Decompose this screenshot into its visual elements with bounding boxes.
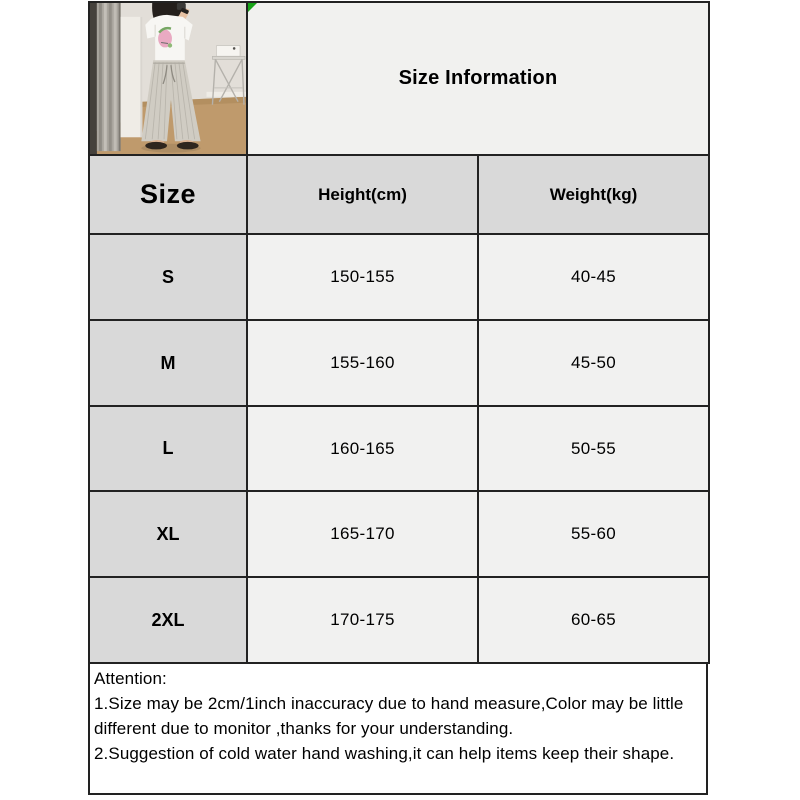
weight-value: 45-50 [478,320,709,406]
mirror [90,3,121,154]
height-value: 150-155 [247,234,478,320]
green-corner-marker [248,3,257,12]
size-label: L [89,406,247,491]
size-label: M [89,320,247,406]
height-value: 160-165 [247,406,478,491]
table-row-m [89,320,709,406]
size-table [88,1,710,664]
col-header-weight: Weight(kg) [478,155,709,234]
size-information-header [247,2,709,155]
product-photo [90,3,246,154]
door-panel [121,17,143,137]
attention-heading: Attention: [94,669,167,688]
top-row [89,2,709,155]
weight-value: 55-60 [478,491,709,577]
height-value: 170-175 [247,577,478,663]
size-label: S [89,234,247,320]
col-header-size: Size [89,155,247,234]
table-row-l [89,406,709,491]
table-row-s [89,234,709,320]
weight-value: 50-55 [478,406,709,491]
height-value: 165-170 [247,491,478,577]
col-header-height: Height(cm) [247,155,478,234]
size-label: 2XL [89,577,247,663]
column-header-row [89,155,709,234]
attention-line: 1.Size may be 2cm/1inch inaccuracy due to hand measure,Color may be little [94,694,684,713]
table-row-2xl [89,577,709,663]
weight-value: 60-65 [478,577,709,663]
attention-box [88,662,708,795]
attention-line: different due to monitor ,thanks for your understanding. [94,719,514,738]
table-row-xl [89,491,709,577]
weight-value: 40-45 [478,234,709,320]
size-label: XL [89,491,247,577]
product-photo-cell [89,2,247,155]
height-value: 155-160 [247,320,478,406]
attention-line: 2.Suggestion of cold water hand washing,it can help items keep their shape. [94,744,675,763]
page-title: Size Information [398,67,558,90]
